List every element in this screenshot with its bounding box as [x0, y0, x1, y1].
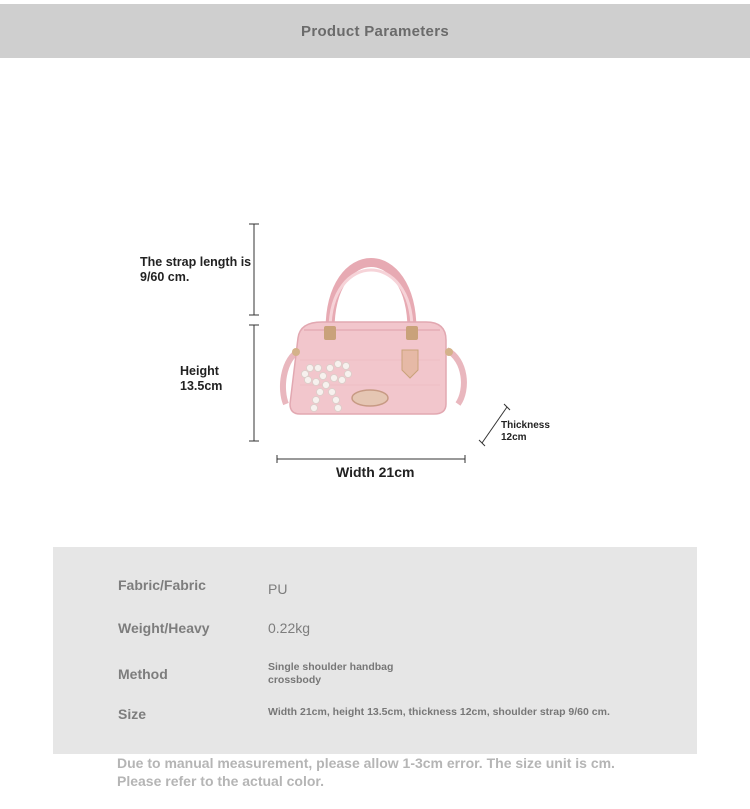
- param-value: PU: [268, 581, 288, 597]
- strap-length-label: The strap length is 9/60 cm.: [140, 255, 252, 284]
- thickness-label: Thickness 12cm: [501, 420, 550, 443]
- param-key: Weight/Heavy: [118, 620, 210, 636]
- logo-plate: [352, 390, 388, 406]
- bag-handle: [330, 263, 412, 331]
- page-title: Product Parameters: [301, 22, 449, 40]
- param-value: 0.22kg: [268, 620, 311, 636]
- param-value: Width 21cm, height 13.5cm, thickness 12cm, shoulder strap 9/60 cm.: [268, 706, 610, 718]
- measurement-note: Due to manual measurement, please allow 1-3cm error. The size unit is cm. Please refer to the actual color.: [117, 755, 615, 789]
- param-key: Method: [118, 666, 168, 682]
- parameters-table: [53, 547, 697, 754]
- height-label: Height 13.5cm: [180, 364, 223, 393]
- param-value: Single shoulder handbag crossbody: [268, 661, 394, 686]
- param-key: Fabric/Fabric: [118, 577, 206, 593]
- param-key: Size: [118, 706, 147, 722]
- width-label: Width 21cm: [336, 464, 415, 480]
